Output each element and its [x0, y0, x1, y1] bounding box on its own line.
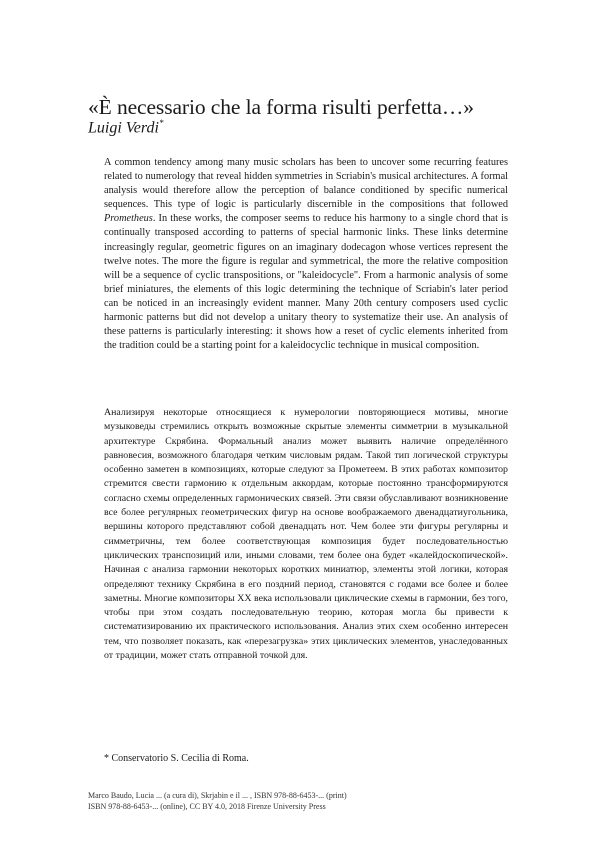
credit-line-1: Marco Baudo, Lucia ... (a cura di), Skrjabin e il ... , ISBN 978-88-6453-... (print) [88, 791, 347, 800]
author-affiliation-footnote: * Conservatorio S. Cecilia di Roma. [104, 753, 249, 764]
author-footnote-mark: * [158, 118, 164, 128]
paper-title: «È necessario che la forma risulti perfetta…» [88, 95, 474, 119]
author-line [88, 112, 163, 139]
abstract-en-part2: . In these works, the composer seems to reduce his harmony to a single chord that is continually transposed according to patterns of special harmonic links. These links determine increasingly regular, geometric figures on an imaginary dodecagon whose vertices represent the twelve notes. The more the figure is regular and symmetrical, the more the relative composition will be a sequence of cyclic transpositions, or "kaleidocycle". From a harmonic analysis of some brief miniatures, the elements of this logic determining the technique of Scriabin's later period can be noticed in an increasingly evident manner. Many 20th century composers used cyclic harmonic patterns but did not develop a unitary theory to systematize their use. An analysis of these patterns is particularly interesting: it shows how a reset of cyclic elements inherited from the tradition could be a starting point for a kaleidocyclic technique in musical composition. [104, 213, 508, 352]
publication-credit [88, 790, 518, 812]
abstract-english [104, 156, 508, 353]
abstract-russian: Анализируя некоторые относящиеся к нумерологии повторяющиеся мотивы, многие музыковеды стремились открыть возможные скрытые элементы симметрии в музыкальной архитектуре Скрябина. Формальный анализ может выявить наличие определённого равновесия, возможного благодаря четким числовым рядам. Такой тип логической структуры особенно заметен в композициях, которые следуют за Прометеем. В этих работах композитор стремится свести гармонию к отдельным аккордам, которые постоянно трансформируются согласно схемы определенных гармонических связей. Эти связи обуславливают возникновение все более регулярных геометрических фигур на основе воображаемого двенадцатиугольника, вершины которого представляют собой двенадцать нот. Чем более эти фигуры регулярны и симметричны, тем более соответствующая композиция будет последовательностью циклических транспозиций или, иными словами, тем более она будет «калейдоскопической». Начиная с анализа гармонии некоторых коротких миниатюр, элементы этой логики, которая определяют технику Скрябина в его поздний период, становятся с годами все более и более заметны. Многие композиторы XX века использовали циклические схемы в гармонии, без того, чтобы при этом создать последовательную теорию, которая могла бы привести к систематизированию их практического использования. Анализ этих схем особенно интересен тем, что позволяет показать, как «перезагрузка» этих циклических элементов, унаследованных от традиции, может стать отправной точкой для. [104, 407, 508, 662]
abstract-en-work-title: Prometheus [104, 213, 153, 225]
author-name: Luigi Verdi [88, 119, 159, 137]
credit-line-2: ISBN 978-88-6453-... (online), CC BY 4.0, 2018 Firenze University Press [88, 802, 326, 811]
abstract-en-part1: A common tendency among many music scholars has been to uncover some recurring features related to numerology that reveal hidden symmetries in Scriabin's musical architectures. A formal analysis would therefore allow the perception of balance conditioned by specific numerical sequences. This type of logic is particularly discernible in the compositions that followed [104, 157, 508, 211]
